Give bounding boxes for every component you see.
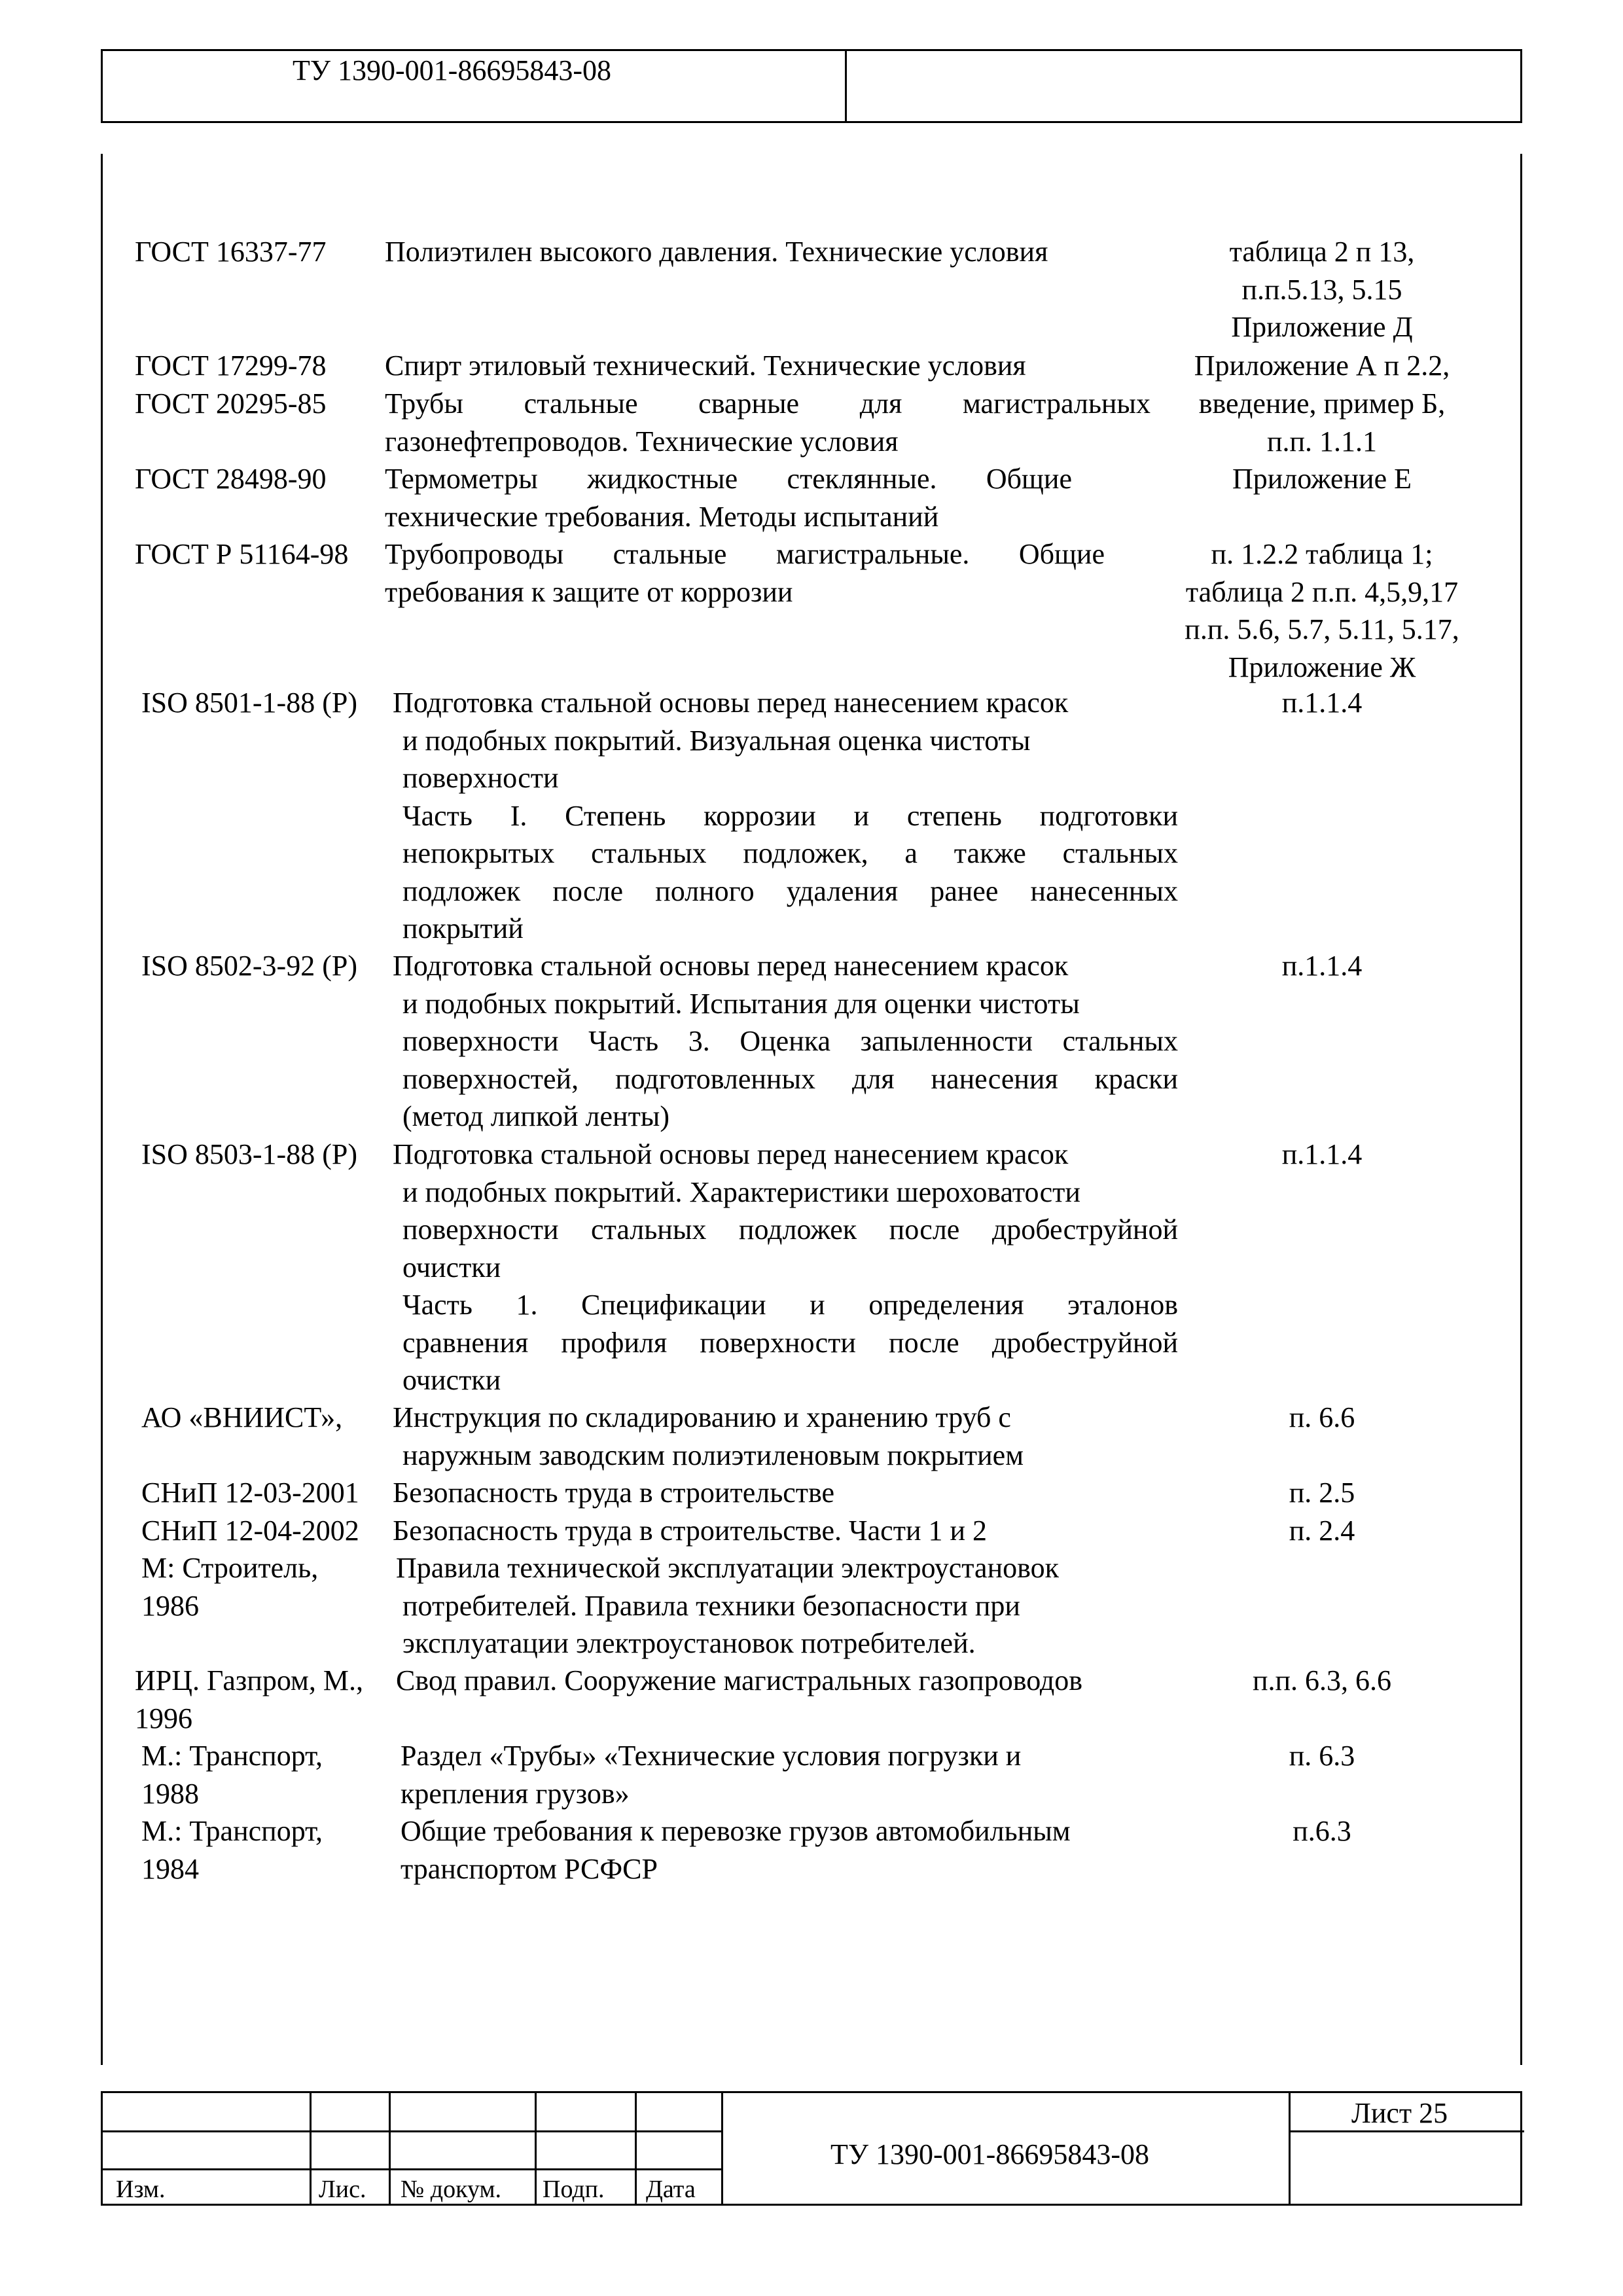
reference-title-line: Часть 1. Спецификации и определения эталонов — [402, 1289, 1178, 1321]
reference-code — [135, 385, 327, 423]
reference-code — [141, 1474, 359, 1512]
reference-clause — [1126, 1737, 1518, 1775]
reference-title-line: Свод правил. Сооружение магистральных газопроводов — [396, 1664, 1083, 1696]
reference-code — [141, 1549, 318, 1624]
reference-title-line: газонефтепроводов. Технические условия — [385, 425, 899, 457]
reference-title-line: и подобных покрытий. Испытания для оценки чистоты — [402, 987, 1080, 1020]
reference-title-line: Трубопроводы стальные магистральные. Общие — [385, 538, 1105, 570]
reference-title-line: наружным заводским полиэтиленовым покрытием — [402, 1439, 1024, 1471]
reference-title-line: Безопасность труда в строительстве — [393, 1477, 835, 1509]
reference-title-line: сравнения профиля поверхности после дробеструйной — [402, 1326, 1178, 1359]
stamp-label-change: Изм. — [116, 2176, 166, 2203]
reference-clause — [1126, 684, 1518, 722]
reference-title-line: Подготовка стальной основы перед нанесением красок — [393, 1138, 1069, 1170]
stamp-label-doc: № докум. — [401, 2176, 502, 2203]
reference-title-line: и подобных покрытий. Визуальная оценка чистоты — [402, 724, 1031, 757]
reference-clause-line: введение, пример Б, — [1198, 387, 1446, 420]
reference-title — [385, 385, 1150, 460]
reference-code — [135, 347, 327, 385]
reference-clause-line: п. 6.3 — [1289, 1740, 1355, 1772]
reference-clause — [1126, 233, 1518, 346]
reference-code — [141, 1812, 323, 1888]
reference-clause-line: п.п. 5.6, 5.7, 5.11, 5.17, — [1185, 613, 1459, 645]
sheet-number: Лист 25 — [1351, 2097, 1448, 2129]
reference-code — [141, 1512, 359, 1550]
reference-title — [396, 1549, 1181, 1662]
reference-clause — [1126, 1136, 1518, 1174]
reference-title — [401, 1812, 1186, 1888]
stamp-col-divider — [535, 2093, 537, 2204]
reference-title-line: Безопасность труда в строительстве. Части 1 и 2 — [393, 1515, 988, 1547]
header-doc-number: ТУ 1390-001-86695843-08 — [293, 54, 611, 86]
reference-clause-line: п.6.3 — [1293, 1815, 1351, 1847]
stamp-row-divider — [103, 2130, 721, 2132]
reference-clause-line: п.п.5.13, 5.15 — [1241, 273, 1402, 306]
reference-code-line: ISO 8503-1-88 (Р) — [141, 1138, 357, 1170]
reference-title — [385, 347, 1150, 385]
reference-title-line: и подобных покрытий. Характеристики шероховатости — [402, 1175, 1080, 1208]
reference-code-line: 1984 — [141, 1852, 199, 1885]
reference-clause-line: таблица 2 п.п. 4,5,9,17 — [1185, 575, 1459, 608]
reference-title — [385, 460, 1072, 535]
stamp-col-divider — [635, 2093, 637, 2204]
reference-clause — [1126, 1512, 1518, 1550]
reference-title-line: технические требования. Методы испытаний — [385, 500, 939, 533]
reference-title — [396, 1662, 1181, 1700]
reference-code-line: М.: Транспорт, — [141, 1815, 323, 1847]
reference-clause-line: Приложение Д — [1231, 311, 1413, 343]
reference-title-line: Спирт этиловый технический. Технические условия — [385, 350, 1026, 382]
reference-title-line: крепления грузов» — [401, 1777, 630, 1810]
reference-clause-line: п.п. 6.3, 6.6 — [1252, 1664, 1392, 1696]
reference-clause-line: п. 1.2.2 таблица 1; — [1211, 538, 1433, 570]
reference-clause — [1126, 385, 1518, 460]
reference-title — [393, 1512, 1178, 1550]
reference-code-line: СНиП 12-04-2002 — [141, 1515, 359, 1547]
reference-code-line: ГОСТ 20295-85 — [135, 387, 327, 420]
reference-clause — [1126, 1812, 1518, 1850]
reference-title — [393, 947, 1178, 1136]
reference-code-line: 1996 — [135, 1702, 192, 1734]
reference-code-line: 1988 — [141, 1777, 199, 1810]
reference-title-line: покрытий — [402, 912, 524, 944]
reference-clause — [1126, 535, 1518, 686]
reference-title-line: Инструкция по складированию и хранению труб с — [393, 1401, 1011, 1433]
reference-clause-line: Приложение Ж — [1228, 651, 1416, 683]
reference-code — [141, 947, 357, 985]
reference-code-line: ИРЦ. Газпром, М., — [135, 1664, 363, 1696]
reference-code — [135, 535, 348, 573]
stamp-row-divider — [1289, 2130, 1524, 2132]
stamp-label-sheet: Лис. — [319, 2176, 366, 2203]
stamp-label-signature: Подп. — [543, 2176, 605, 2203]
stamp-col-divider — [310, 2093, 312, 2204]
reference-code-line: М.: Транспорт, — [141, 1740, 323, 1772]
reference-code — [141, 1737, 323, 1812]
reference-title — [385, 535, 1105, 611]
reference-code — [135, 233, 327, 271]
reference-title-line: Полиэтилен высокого давления. Технические условия — [385, 236, 1048, 268]
reference-title — [393, 1136, 1178, 1399]
reference-title-line: поверхности Часть 3. Оценка запыленности стальных — [402, 1025, 1178, 1057]
reference-title-line: очистки — [402, 1251, 501, 1283]
reference-title-line: поверхности — [402, 762, 559, 794]
reference-clause-line: п. 2.5 — [1289, 1477, 1355, 1509]
reference-code-line: ГОСТ 28498-90 — [135, 463, 327, 495]
reference-title — [393, 1474, 1178, 1512]
reference-clause-line: таблица 2 п 13, — [1229, 236, 1415, 268]
reference-code-line: ISO 8502-3-92 (Р) — [141, 950, 357, 982]
reference-title-line: Раздел «Трубы» «Технические условия погрузки и — [401, 1740, 1022, 1772]
reference-title — [393, 684, 1178, 948]
reference-code-line: 1986 — [141, 1589, 199, 1622]
reference-title-line: Подготовка стальной основы перед нанесением красок — [393, 950, 1069, 982]
reference-code — [135, 1662, 363, 1737]
reference-clause-line: п.1.1.4 — [1281, 950, 1363, 982]
reference-code-line: ГОСТ 17299-78 — [135, 350, 327, 382]
reference-title — [393, 1399, 1178, 1474]
stamp-row-divider — [103, 2168, 721, 2170]
reference-title-line: транспортом РСФСР — [401, 1852, 658, 1885]
reference-code-line: М: Строитель, — [141, 1552, 319, 1584]
reference-title-line: Термометры жидкостные стеклянные. Общие — [385, 463, 1072, 495]
reference-title-line: поверхностей, подготовленных для нанесения краски — [402, 1062, 1178, 1095]
reference-title-line: потребителей. Правила техники безопасности при — [402, 1589, 1020, 1622]
reference-title-line: поверхности стальных подложек после дробеструйной — [402, 1213, 1178, 1246]
reference-title-line: Трубы стальные сварные для магистральных — [385, 387, 1150, 420]
reference-code — [135, 460, 327, 498]
reference-clause — [1126, 460, 1518, 498]
stamp-col-divider — [721, 2093, 723, 2204]
reference-code-line: ГОСТ 16337-77 — [135, 236, 327, 268]
reference-clause — [1126, 1399, 1518, 1437]
reference-title-line: подложек после полного удаления ранее нанесенных — [402, 874, 1178, 907]
reference-clause-line: Приложение Е — [1232, 463, 1412, 495]
title-block — [101, 2091, 1522, 2206]
reference-code-line: АО «ВНИИСТ», — [141, 1401, 343, 1433]
reference-title-line: Общие требования к перевозке грузов автомобильным — [401, 1815, 1071, 1847]
reference-clause-line: Приложение А п 2.2, — [1194, 350, 1450, 382]
reference-title-line: непокрытых стальных подложек, а также стальных — [402, 837, 1178, 869]
reference-clause-line: п. 6.6 — [1289, 1401, 1355, 1433]
reference-clause-line: п. 2.4 — [1289, 1515, 1355, 1547]
stamp-col-divider — [389, 2093, 391, 2204]
reference-clause-line: п.п. 1.1.1 — [1266, 425, 1378, 457]
reference-code-line: ISO 8501-1-88 (Р) — [141, 687, 357, 719]
reference-clause — [1126, 947, 1518, 985]
reference-title-line: требования к защите от коррозии — [385, 575, 793, 608]
reference-clause — [1126, 1474, 1518, 1512]
stamp-label-date: Дата — [646, 2176, 696, 2203]
reference-title-line: очистки — [402, 1364, 501, 1396]
reference-title-line: Подготовка стальной основы перед нанесением красок — [393, 687, 1069, 719]
reference-title-line: (метод липкой ленты) — [402, 1100, 670, 1132]
reference-clause-line: п.1.1.4 — [1281, 687, 1363, 719]
reference-code-line: ГОСТ Р 51164-98 — [135, 538, 349, 570]
reference-title — [401, 1737, 1186, 1812]
reference-code-line: СНиП 12-03-2001 — [141, 1477, 359, 1509]
reference-code — [141, 1399, 342, 1437]
stamp-col-divider — [1289, 2093, 1291, 2204]
reference-clause — [1126, 1662, 1518, 1700]
reference-clause — [1126, 347, 1518, 385]
reference-title-line: Часть I. Степень коррозии и степень подготовки — [402, 799, 1178, 832]
reference-title — [385, 233, 1150, 271]
reference-code — [141, 1136, 357, 1174]
reference-title-line: эксплуатации электроустановок потребителей. — [402, 1627, 976, 1659]
reference-title-line: Правила технической эксплуатации электроустановок — [396, 1552, 1059, 1584]
stamp-doc-number: ТУ 1390-001-86695843-08 — [830, 2138, 1149, 2170]
reference-code — [141, 684, 357, 722]
reference-clause-line: п.1.1.4 — [1281, 1138, 1363, 1170]
